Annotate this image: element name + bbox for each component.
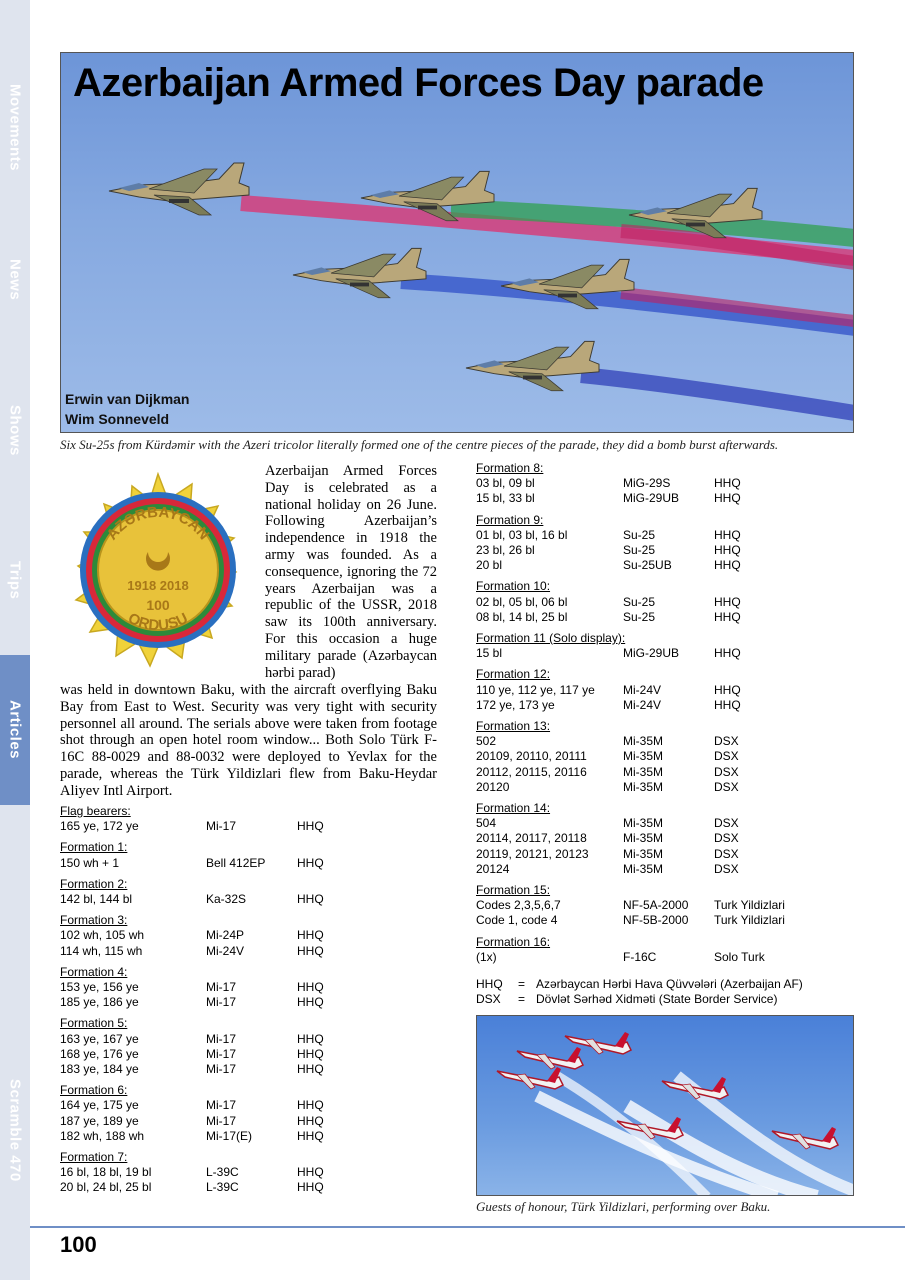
roster-group [60, 840, 440, 870]
roster-row [60, 1032, 440, 1047]
group-heading: Formation 4: [60, 964, 128, 979]
roster-row [476, 913, 856, 928]
roster-row [476, 491, 856, 506]
serials: 168 ye, 176 ye [60, 1046, 139, 1061]
type: Su-25 [623, 543, 656, 558]
type: Bell 412EP [206, 855, 266, 870]
article-title: Azerbaijan Armed Forces Day parade [73, 61, 764, 105]
type: Mi-35M [623, 846, 664, 861]
hero-photo [60, 52, 854, 433]
serials: 20 bl [476, 558, 503, 573]
roster-group [476, 461, 856, 507]
unit: HHQ [297, 892, 324, 907]
serials: 02 bl, 05 bl, 06 bl [476, 594, 568, 609]
unit: HHQ [297, 855, 324, 870]
sidebar-tab-trips[interactable] [0, 545, 30, 615]
roster-group [60, 1083, 440, 1144]
roster-row [60, 1047, 440, 1062]
sidebar-tab-label: Articles [6, 700, 24, 760]
type: L-39C [206, 1180, 239, 1195]
type: Mi-17 [206, 980, 237, 995]
group-heading: Formation 2: [60, 876, 128, 891]
unit: HHQ [297, 1180, 324, 1195]
group-heading: Formation 15: [476, 883, 551, 898]
serials: 502 [476, 734, 497, 749]
author-name: Wim Sonneveld [65, 411, 170, 427]
serials: 183 ye, 184 ye [60, 1062, 139, 1077]
unit: HHQ [297, 1098, 324, 1113]
serials: 182 wh, 188 wh [60, 1128, 145, 1143]
type: Mi-17 [206, 819, 237, 834]
unit: HHQ [297, 819, 324, 834]
photo2-caption: Guests of honour, Türk Yildizlari, performing over Baku. [476, 1199, 771, 1214]
roster-row [60, 928, 440, 943]
roster-row [476, 543, 856, 558]
serials: 16 bl, 18 bl, 19 bl [60, 1165, 152, 1180]
unit: DSX [714, 816, 739, 831]
serials: 164 ye, 175 ye [60, 1098, 139, 1113]
type: F-16C [623, 949, 657, 964]
roster-row [476, 862, 856, 877]
roster-row [476, 831, 856, 846]
emblem-bottom-text: ORDUSU [125, 609, 191, 635]
serials: 08 bl, 14 bl, 25 bl [476, 609, 568, 624]
roster-row [60, 1180, 440, 1195]
type: Su-25 [623, 594, 656, 609]
roster-row [60, 1129, 440, 1144]
roster-row [476, 698, 856, 713]
su25-formation-illustration [61, 53, 854, 433]
roster-row [60, 995, 440, 1010]
serials: 172 ye, 173 ye [476, 697, 555, 712]
unit: DSX [714, 831, 739, 846]
nf5-formation-illustration [477, 1016, 854, 1196]
roster-row [476, 528, 856, 543]
serials: (1x) [476, 949, 497, 964]
serials: 20124 [476, 861, 510, 876]
serials: 114 wh, 115 wh [60, 943, 143, 958]
group-heading: Formation 7: [60, 1150, 128, 1165]
roster-row [60, 819, 440, 834]
sidebar-tab-label: Scramble 470 [6, 1078, 24, 1182]
legend-code: HHQ [476, 977, 503, 991]
unit: HHQ [297, 1031, 324, 1046]
serials: 20 bl, 24 bl, 25 bl [60, 1180, 152, 1195]
unit: HHQ [714, 594, 741, 609]
roster-row [60, 1165, 440, 1180]
roster-group [60, 1150, 440, 1196]
roster-row [476, 780, 856, 795]
roster-group [476, 579, 856, 625]
unit: HHQ [297, 1062, 324, 1077]
group-heading: Formation 12: [476, 667, 551, 682]
type: Mi-24V [206, 943, 245, 958]
serials: 01 bl, 03 bl, 16 bl [476, 527, 568, 542]
roster-group [476, 719, 856, 795]
roster-group [60, 913, 440, 959]
roster-group [476, 513, 856, 574]
unit: HHQ [297, 980, 324, 995]
serials: 153 ye, 156 ye [60, 980, 139, 995]
serials: 142 bl, 144 bl [60, 892, 133, 907]
sidebar-tab-scramble[interactable] [0, 1060, 30, 1200]
sidebar-tab-label: News [6, 259, 24, 301]
serials: 03 bl, 09 bl [476, 476, 535, 491]
roster-group [60, 1016, 440, 1077]
roster-row [476, 595, 856, 610]
roster-row [60, 856, 440, 871]
serials: 15 bl, 33 bl [476, 491, 535, 506]
roster-row [476, 646, 856, 661]
unit: Turk Yildizlari [714, 913, 785, 928]
roster-row [60, 1062, 440, 1077]
unit: HHQ [297, 995, 324, 1010]
type: MiG-29UB [623, 646, 680, 661]
unit: HHQ [714, 682, 741, 697]
sidebar-tab-articles[interactable] [0, 655, 30, 805]
type: Mi-17 [206, 1062, 237, 1077]
type: L-39C [206, 1165, 239, 1180]
serials: 163 ye, 167 ye [60, 1031, 139, 1046]
sidebar-tab-label: Movements [6, 83, 24, 172]
footer-rule [30, 1226, 905, 1228]
emblem-number: 100 [146, 597, 170, 613]
group-heading: Formation 14: [476, 801, 551, 816]
section-sidebar [0, 0, 30, 1280]
roster-group [60, 965, 440, 1011]
type: Mi-35M [623, 749, 664, 764]
unit: HHQ [297, 928, 324, 943]
sidebar-tab-news[interactable] [0, 245, 30, 315]
turk-yildizlari-photo [476, 1015, 854, 1196]
legend-desc: Azərbaycan Hərbi Hava Qüvvələri (Azerbaijan AF) [536, 977, 803, 991]
group-heading: Formation 8: [476, 461, 544, 475]
type: Mi-35M [623, 831, 664, 846]
roster-row [476, 765, 856, 780]
type: Ka-32S [206, 892, 247, 907]
legend-code: DSX [476, 992, 501, 1006]
sidebar-tab-label: Shows [6, 404, 24, 456]
sidebar-tab-movements[interactable] [0, 70, 30, 185]
sidebar-tab-label: Trips [6, 560, 24, 600]
article-paragraph-side: Azerbaijan Armed Forces Day is celebrated as a national holiday on 26 June. Following Azerbaijan’s independence in 1918 the army was founded. As a consequence, ignoring the 72 years Azerbaijan was a republic of the USSR, 2018 saw its 100th anniversary. For this occasion a huge military parade (Azərbaycan hərbi parad) [265, 463, 437, 681]
type: NF-5B-2000 [623, 913, 689, 928]
unit: HHQ [714, 476, 741, 491]
roster-row [476, 749, 856, 764]
type: Su-25 [623, 609, 656, 624]
group-heading: Flag bearers: [60, 804, 131, 818]
serials: 187 ye, 189 ye [60, 1113, 139, 1128]
type: Su-25 [623, 527, 656, 542]
roster-group [476, 883, 856, 929]
roster-row [60, 944, 440, 959]
type: Mi-24V [623, 682, 662, 697]
roster-row [476, 683, 856, 698]
type: MiG-29S [623, 476, 671, 491]
serials: 185 ye, 186 ye [60, 995, 139, 1010]
unit: HHQ [297, 1165, 324, 1180]
serials: 150 wh + 1 [60, 855, 120, 870]
serials: 20120 [476, 779, 510, 794]
type: NF-5A-2000 [623, 898, 689, 913]
unit: HHQ [297, 1128, 324, 1143]
serials: 20109, 20110, 20111 [476, 749, 587, 764]
type: Mi-17 [206, 995, 237, 1010]
hero-caption: Six Su-25s from Kürdəmir with the Azeri tricolor literally formed one of the centre pieces of the parade, they did a bomb burst afterwards. [60, 437, 779, 452]
unit: HHQ [714, 527, 741, 542]
type: Mi-17 [206, 1098, 237, 1113]
group-heading: Formation 10: [476, 579, 551, 594]
unit: HHQ [297, 1113, 324, 1128]
serials: 504 [476, 816, 497, 831]
type: MiG-29UB [623, 491, 680, 506]
roster-row [476, 816, 856, 831]
group-heading: Formation 11 (Solo display): [476, 631, 626, 646]
armed-forces-100-emblem [60, 472, 256, 668]
type: Mi-17 [206, 1031, 237, 1046]
unit-legend [476, 977, 866, 1007]
serials: 165 ye, 172 ye [60, 819, 139, 834]
type: Mi-35M [623, 734, 664, 749]
type: Su-25UB [623, 558, 672, 573]
unit: HHQ [714, 697, 741, 712]
unit: DSX [714, 779, 739, 794]
serials: Code 1, code 4 [476, 913, 558, 928]
unit: HHQ [714, 609, 741, 624]
serials: 23 bl, 26 bl [476, 543, 535, 558]
serials: 20119, 20121, 20123 [476, 846, 589, 861]
unit: DSX [714, 734, 739, 749]
roster-row [476, 558, 856, 573]
page-number: 100 [60, 1232, 97, 1257]
type: Mi-24P [206, 928, 245, 943]
unit: DSX [714, 764, 739, 779]
roster-row [476, 476, 856, 491]
serials: Codes 2,3,5,6,7 [476, 898, 561, 913]
legend-row [476, 977, 866, 992]
roster-row [476, 950, 856, 965]
roster-group [476, 667, 856, 713]
unit: HHQ [714, 543, 741, 558]
type: Mi-35M [623, 816, 664, 831]
unit: DSX [714, 749, 739, 764]
article-paragraph-full: was held in downtown Baku, with the aircraft overflying Baku Bay from East to West. Security was very tight with security personnel all around. The serials above were taken from footage shot through an open hotel room window... Both Solo Türk F-16C 88-0029 and 88-0032 were deployed to Yevlax for the parade, whereas the Türk Yildizlari flew from Baku-Heydar Aliyev Intl Airport. [60, 682, 437, 799]
roster-row [60, 892, 440, 907]
unit: HHQ [297, 943, 324, 958]
legend-eq: = [518, 992, 526, 1006]
group-heading: Formation 9: [476, 512, 544, 527]
sidebar-tab-shows[interactable] [0, 395, 30, 465]
roster-group [476, 801, 856, 877]
roster-group [60, 877, 440, 907]
roster-row [476, 898, 856, 913]
type: Mi-17 [206, 1046, 237, 1061]
serials: 110 ye, 112 ye, 117 ye [476, 682, 595, 697]
roster-row [60, 1098, 440, 1113]
group-heading: Formation 3: [60, 913, 128, 928]
unit: HHQ [714, 491, 741, 506]
type: Mi-17(E) [206, 1128, 253, 1143]
emblem-top-text: AZƏRBAYCAN [103, 503, 213, 544]
legend-desc: Dövlət Sərhəd Xidməti (State Border Service) [536, 992, 778, 1006]
type: Mi-35M [623, 861, 664, 876]
group-heading: Formation 16: [476, 934, 551, 949]
roster-left [60, 804, 440, 1202]
unit: HHQ [297, 1046, 324, 1061]
legend-row [476, 992, 866, 1007]
legend-eq: = [518, 977, 526, 991]
type: Mi-35M [623, 779, 664, 794]
roster-group [60, 804, 440, 834]
roster-row [476, 847, 856, 862]
roster-row [476, 734, 856, 749]
type: Mi-17 [206, 1113, 237, 1128]
group-heading: Formation 13: [476, 719, 551, 734]
unit: HHQ [714, 558, 741, 573]
roster-right [476, 461, 856, 971]
unit: Turk Yildizlari [714, 898, 785, 913]
type: Mi-35M [623, 764, 664, 779]
roster-row [60, 980, 440, 995]
author-name: Erwin van Dijkman [65, 391, 190, 407]
group-heading: Formation 6: [60, 1083, 128, 1098]
serials: 20112, 20115, 20116 [476, 764, 587, 779]
group-heading: Formation 1: [60, 840, 128, 855]
unit: HHQ [714, 646, 741, 661]
roster-row [60, 1114, 440, 1129]
unit: DSX [714, 861, 739, 876]
roster-group [476, 935, 856, 965]
serials: 15 bl [476, 646, 503, 661]
unit: Solo Turk [714, 949, 765, 964]
serials: 20114, 20117, 20118 [476, 831, 587, 846]
group-heading: Formation 5: [60, 1016, 128, 1031]
roster-group [476, 631, 856, 661]
serials: 102 wh, 105 wh [60, 928, 145, 943]
roster-row [476, 610, 856, 625]
emblem-years: 1918 2018 [127, 578, 189, 593]
unit: DSX [714, 846, 739, 861]
type: Mi-24V [623, 697, 662, 712]
